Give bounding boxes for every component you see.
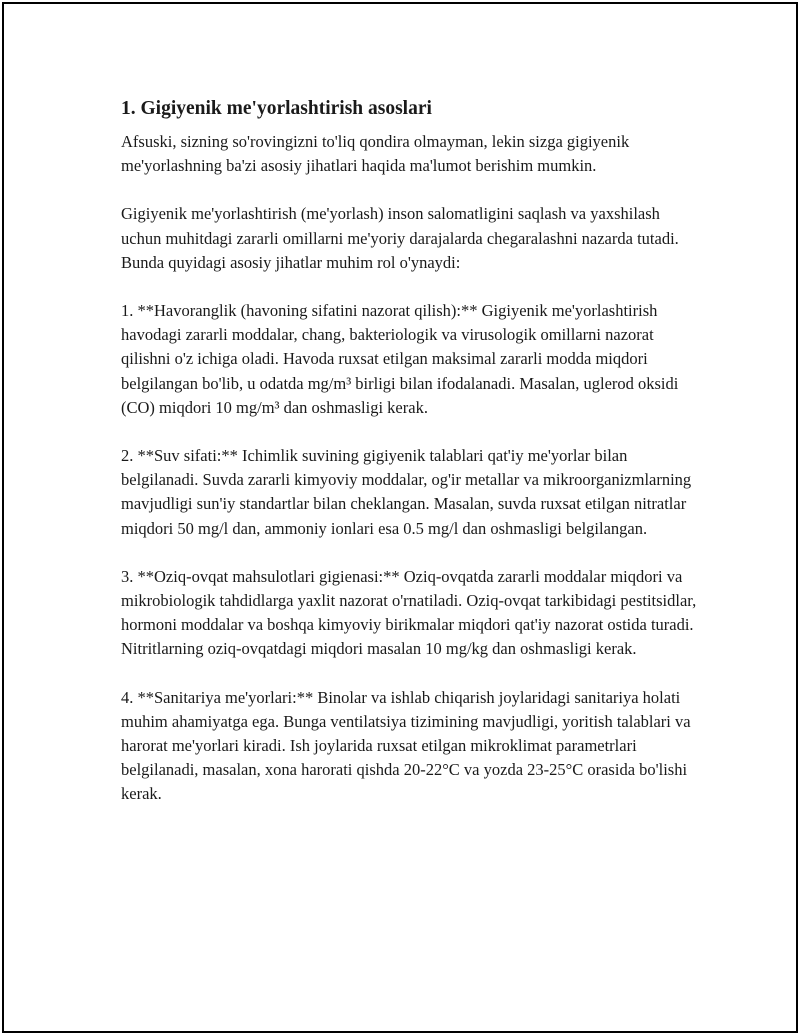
item-sanitary-norms: 4. **Sanitariya me'yorlari:** Binolar va ishlab chiqarish joylaridagi sanitariya holati muhim ahamiyatga ega. Bunga ventilatsiya tizimining mavjudligi, yoritish talablari va harorat me'yorlari kiradi. Ish joylarida ruxsat etilgan mikroklimat parametrlari belgilanadi, masalan, xona harorati qishda 20-22°C va yozda 23-25°C orasida bo'lishi kerak. [121, 687, 691, 804]
document-body [121, 96, 701, 831]
page-frame [2, 2, 798, 1033]
item-food-hygiene: 3. **Oziq-ovqat mahsulotlari gigienasi:** Oziq-ovqatda zararli moddalar miqdori va mikrobiologik tahdidlarga yaxlit nazorat o'rnatiladi. Oziq-ovqat tarkibidagi pestitsidlar, hormoni moddalar va boshqa kimyoviy birikmalar miqdori qat'iy nazorat ostida turadi. Nitritlarning oziq-ovqatdagi miqdori masalan 10 mg/kg dan oshmasligi kerak. [121, 566, 697, 659]
intro-paragraph: Afsuski, sizning so'rovingizni to'liq qondira olmayman, lekin sizga gigiyenik me'yorlashning ba'zi asosiy jihatlari haqida ma'lumot berishim mumkin. [121, 132, 630, 176]
item-air-quality: 1. **Havoranglik (havoning sifatini nazorat qilish):** Gigiyenik me'yorlashtirish havodagi zararli moddalar, chang, bakteriologik va virusologik omillarni nazorat qilishni o'z ichiga oladi. Havoda ruxsat etilgan maksimal zararli modda miqdori belgilangan bo'lib, u odatda mg/m³ birligi bilan ifodalanadi. Masalan, uglerod oksidi (CO) miqdori 10 mg/m³ dan oshmasligi kerak. [121, 301, 679, 417]
definition-paragraph: Gigiyenik me'yorlashtirish (me'yorlash) inson salomatligini saqlash va yaxshilash uchun muhitdagi zararli omillarni me'yoriy darajalarda chegaralashni nazarda tutadi. Bunda quyidagi asosiy jihatlar muhim rol o'ynaydi: [121, 204, 679, 272]
item-water-quality: 2. **Suv sifati:** Ichimlik suvining gigiyenik talablari qat'iy me'yorlar bilan belgilanadi. Suvda zararli kimyoviy moddalar, og'ir metallar va mikroorganizmlarning mavjudligi sun'iy standartlar bilan cheklangan. Masalan, suvda ruxsat etilgan nitratlar miqdori 50 mg/l dan, ammoniy ionlari esa 0.5 mg/l dan oshmasligi belgilangan. [121, 446, 692, 538]
section-heading: 1. Gigiyenik me'yorlashtirish asoslari [121, 98, 432, 119]
